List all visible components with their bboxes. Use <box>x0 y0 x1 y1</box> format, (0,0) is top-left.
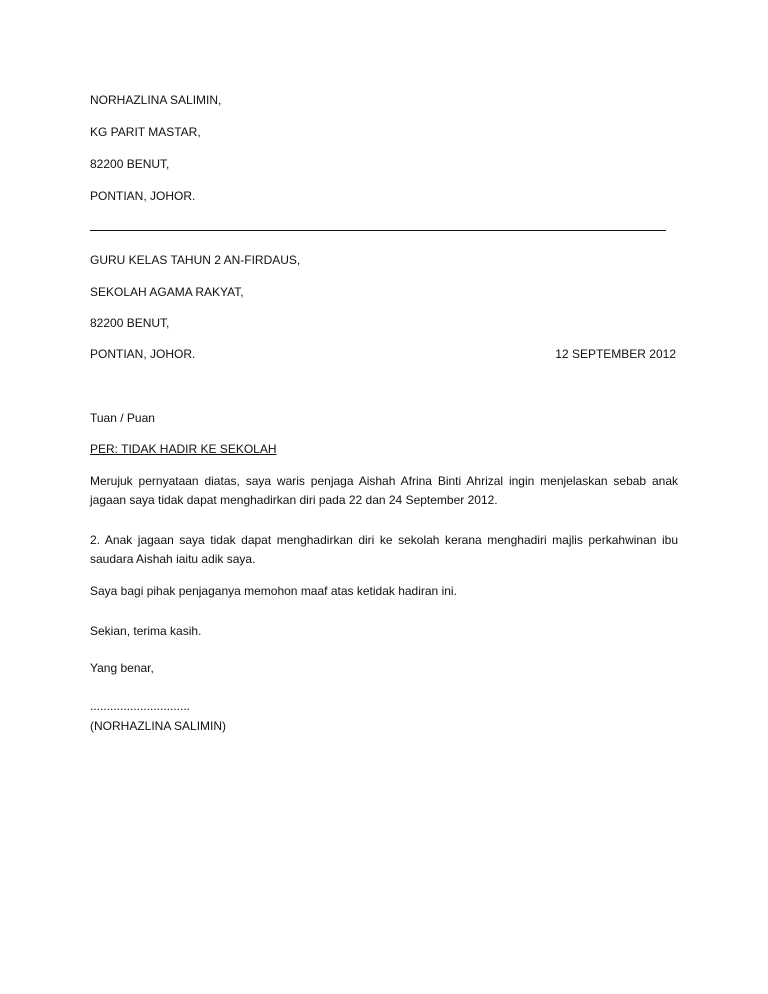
signature-name: (NORHAZLINA SALIMIN) <box>90 719 227 733</box>
sender-address-line2: 82200 BENUT, <box>90 157 170 171</box>
salutation: Tuan / Puan <box>90 411 155 425</box>
sender-address-line3: PONTIAN, JOHOR. <box>90 189 196 203</box>
body-paragraph-1: Merujuk pernyataan diatas, saya waris penjaga Aishah Afrina Binti Ahrizal ingin menjelaskan sebab anak jagaan saya tidak dapat menghadirkan diri pada 22 dan 24 September 2012. <box>90 474 678 507</box>
body-paragraph-3: Saya bagi pihak penjaganya memohon maaf atas ketidak hadiran ini. <box>90 584 457 598</box>
separator-line <box>90 230 666 231</box>
sender-address-line1: KG PARIT MASTAR, <box>90 125 201 139</box>
recipient-line2: SEKOLAH AGAMA RAKYAT, <box>90 285 244 299</box>
closing-text: Sekian, terima kasih. <box>90 624 202 638</box>
sender-name: NORHAZLINA SALIMIN, <box>90 93 222 107</box>
letter-date: 12 SEPTEMBER 2012 <box>555 347 676 361</box>
signature-line: .............................. <box>90 699 191 713</box>
recipient-line4: PONTIAN, JOHOR. <box>90 347 196 361</box>
recipient-line3: 82200 BENUT, <box>90 316 170 330</box>
signoff-text: Yang benar, <box>90 661 154 675</box>
recipient-line1: GURU KELAS TAHUN 2 AN-FIRDAUS, <box>90 253 301 267</box>
body-paragraph-2: 2. Anak jagaan saya tidak dapat menghadirkan diri ke sekolah kerana menghadiri majlis perkahwinan ibu saudara Aishah iaitu adik saya. <box>90 533 678 566</box>
subject-line: PER: TIDAK HADIR KE SEKOLAH <box>90 442 277 456</box>
